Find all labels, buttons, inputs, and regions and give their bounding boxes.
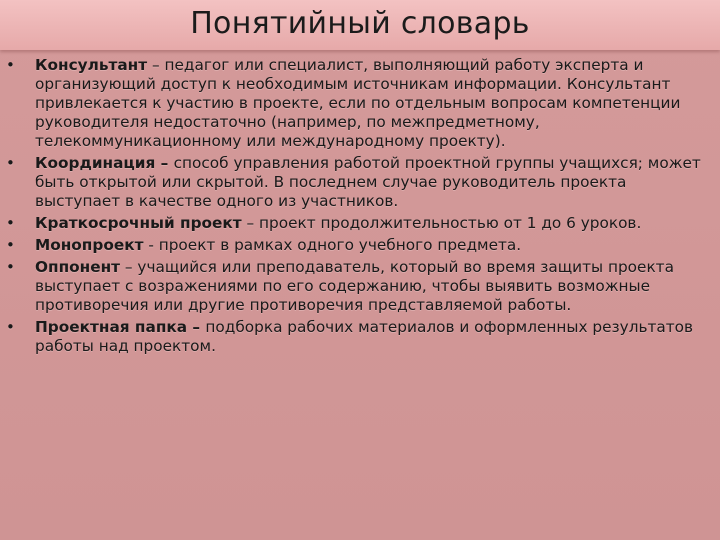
bullet-icon: • xyxy=(6,214,15,232)
term-definition: – педагог или специалист, выполняющий работу эксперта и организующий доступ к необходимым источникам информации. Консультант привлекается к участию в проекте, если по отдельным вопросам компетенции руководителя недостаточно (например, по межпредметному, телекоммуникационному или международному проекту). xyxy=(35,56,681,150)
term-name: Краткосрочный проект xyxy=(35,214,242,232)
bullet-icon: • xyxy=(6,236,15,254)
bullet-icon: • xyxy=(6,154,15,172)
glossary-item-opponent xyxy=(6,258,714,315)
term-name: Проектная папка – xyxy=(35,318,206,336)
glossary-item-short-project xyxy=(6,214,714,233)
glossary-item-coordination xyxy=(6,154,714,211)
bullet-icon: • xyxy=(6,56,15,74)
glossary-item-consultant xyxy=(6,56,714,151)
term-definition: – учащийся или преподаватель, который во время защиты проекта выступает с возражениями по его содержанию, чтобы выявить возможные противоречия или другие противоречия представляемой работы. xyxy=(35,258,674,314)
slide-title: Понятийный словарь xyxy=(190,6,530,41)
bullet-icon: • xyxy=(6,318,15,336)
glossary-item-project-folder xyxy=(6,318,714,356)
term-name: Координация – xyxy=(35,154,174,172)
glossary-list xyxy=(6,56,714,359)
title-bar xyxy=(0,0,720,50)
glossary-item-monoproject xyxy=(6,236,714,255)
term-definition: способ управления работой проектной группы учащихся; может быть открытой или скрытой. В последнем случае руководитель проекта выступает в качестве одного из участников. xyxy=(35,154,701,210)
term-definition: подборка рабочих материалов и оформленных результатов работы над проектом. xyxy=(35,318,694,355)
term-name: Монопроект xyxy=(35,236,144,254)
term-definition: - проект в рамках одного учебного предмета. xyxy=(143,236,522,254)
term-definition: – проект продолжительностью от 1 до 6 уроков. xyxy=(241,214,642,232)
term-name: Оппонент xyxy=(35,258,121,276)
term-name: Консультант xyxy=(35,56,148,74)
bullet-icon: • xyxy=(6,258,15,276)
